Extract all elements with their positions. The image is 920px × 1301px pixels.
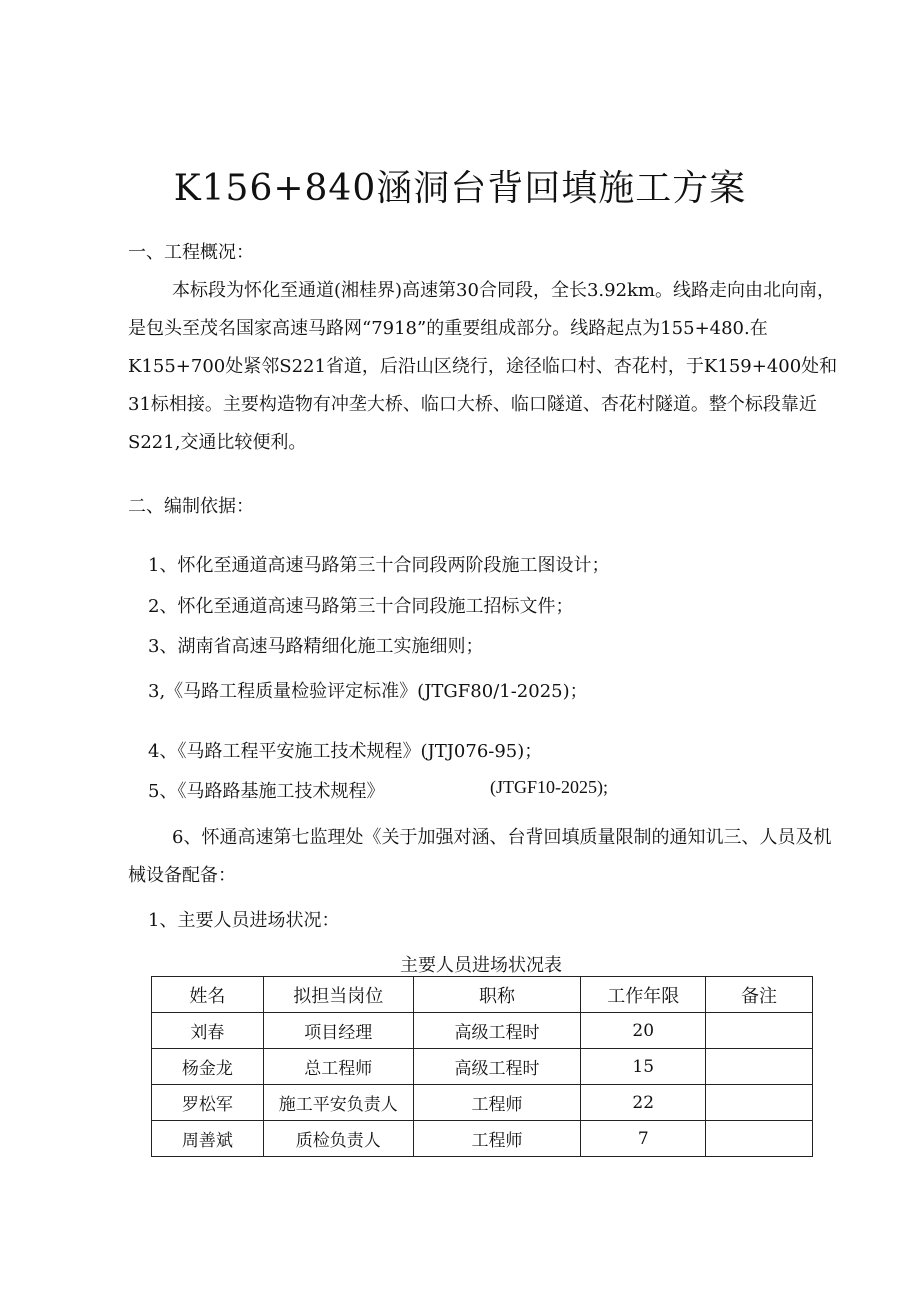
cell-remarks [706, 1085, 813, 1121]
cell-name: 罗松军 [152, 1085, 264, 1121]
cell-years: 7 [581, 1121, 706, 1157]
overview-text: 本标段为怀化至通道(湘桂界)高速第30合同段，全长3.92km。线路走向由北向南，是包头至茂名国家高速马路网“7918”的重要组成部分。线路起点为155+480.在K155+700处紧邻S221省道，后沿山区绕行，途径临口村、杏花村，于K159+400处和31标相接。主要构造物有冲垄大桥、临口大桥、临口隧道、杏花村隧道。整个标段靠近S221,交通比较便利。 [128, 280, 838, 453]
cell-years: 20 [581, 1013, 706, 1049]
section-heading-overview: 一、工程概况： [128, 242, 254, 263]
cell-remarks [706, 1013, 813, 1049]
cell-years: 22 [581, 1085, 706, 1121]
basis-item-5: 5、《马路路基施工技术规程》 [148, 781, 385, 802]
cell-position: 总工程师 [263, 1049, 413, 1085]
basis-item-3b: 3,《马路工程质量检验评定标准》(JTGF80/1-2025)； [148, 681, 588, 702]
section-heading-basis: 二、编制依据： [128, 496, 254, 517]
basis-item-4: 4、《马路工程平安施工技术规程》(JTJ076-95)； [148, 741, 543, 762]
cell-position: 施工平安负责人 [263, 1085, 413, 1121]
basis-item-5-code: (JTGF10-2025); [490, 777, 608, 797]
document-title: K156+840涵洞台背回填施工方案 [173, 168, 747, 209]
staff-table [151, 976, 813, 1157]
cell-title: 高级工程时 [413, 1049, 581, 1085]
table-row [152, 1013, 813, 1049]
table-row [152, 1121, 813, 1157]
table-row [152, 1085, 813, 1121]
cell-name: 杨金龙 [152, 1049, 264, 1085]
basis-item-6 [128, 819, 840, 895]
header-name: 姓名 [152, 977, 264, 1013]
cell-remarks [706, 1049, 813, 1085]
cell-position: 项目经理 [263, 1013, 413, 1049]
basis-item-2: 2、怀化至通道高速马路第三十合同段施工招标文件； [148, 596, 574, 617]
basis-item-1: 1、怀化至通道高速马路第三十合同段两阶段施工图设计； [148, 555, 610, 576]
cell-name: 周善斌 [152, 1121, 264, 1157]
header-remarks: 备注 [706, 977, 813, 1013]
basis-item-6-text: 6、怀通高速第七监理处《关于加强对涵、台背回填质量限制的通知讥三、人员及机械设备配备： [128, 827, 832, 886]
cell-title: 高级工程时 [413, 1013, 581, 1049]
cell-title: 工程师 [413, 1121, 581, 1157]
cell-title: 工程师 [413, 1085, 581, 1121]
cell-name: 刘春 [152, 1013, 264, 1049]
header-title: 职称 [413, 977, 581, 1013]
table-caption: 主要人员进场状况表 [400, 955, 562, 976]
staff-subheading: 1、主要人员进场状况： [148, 910, 340, 931]
cell-position: 质检负责人 [263, 1121, 413, 1157]
cell-remarks [706, 1121, 813, 1157]
header-position: 拟担当岗位 [263, 977, 413, 1013]
overview-paragraph [128, 272, 840, 462]
cell-years: 15 [581, 1049, 706, 1085]
table-row [152, 1049, 813, 1085]
basis-item-3: 3、湖南省高速马路精细化施工实施细则； [148, 636, 484, 657]
table-header-row [152, 977, 813, 1013]
header-years: 工作年限 [581, 977, 706, 1013]
